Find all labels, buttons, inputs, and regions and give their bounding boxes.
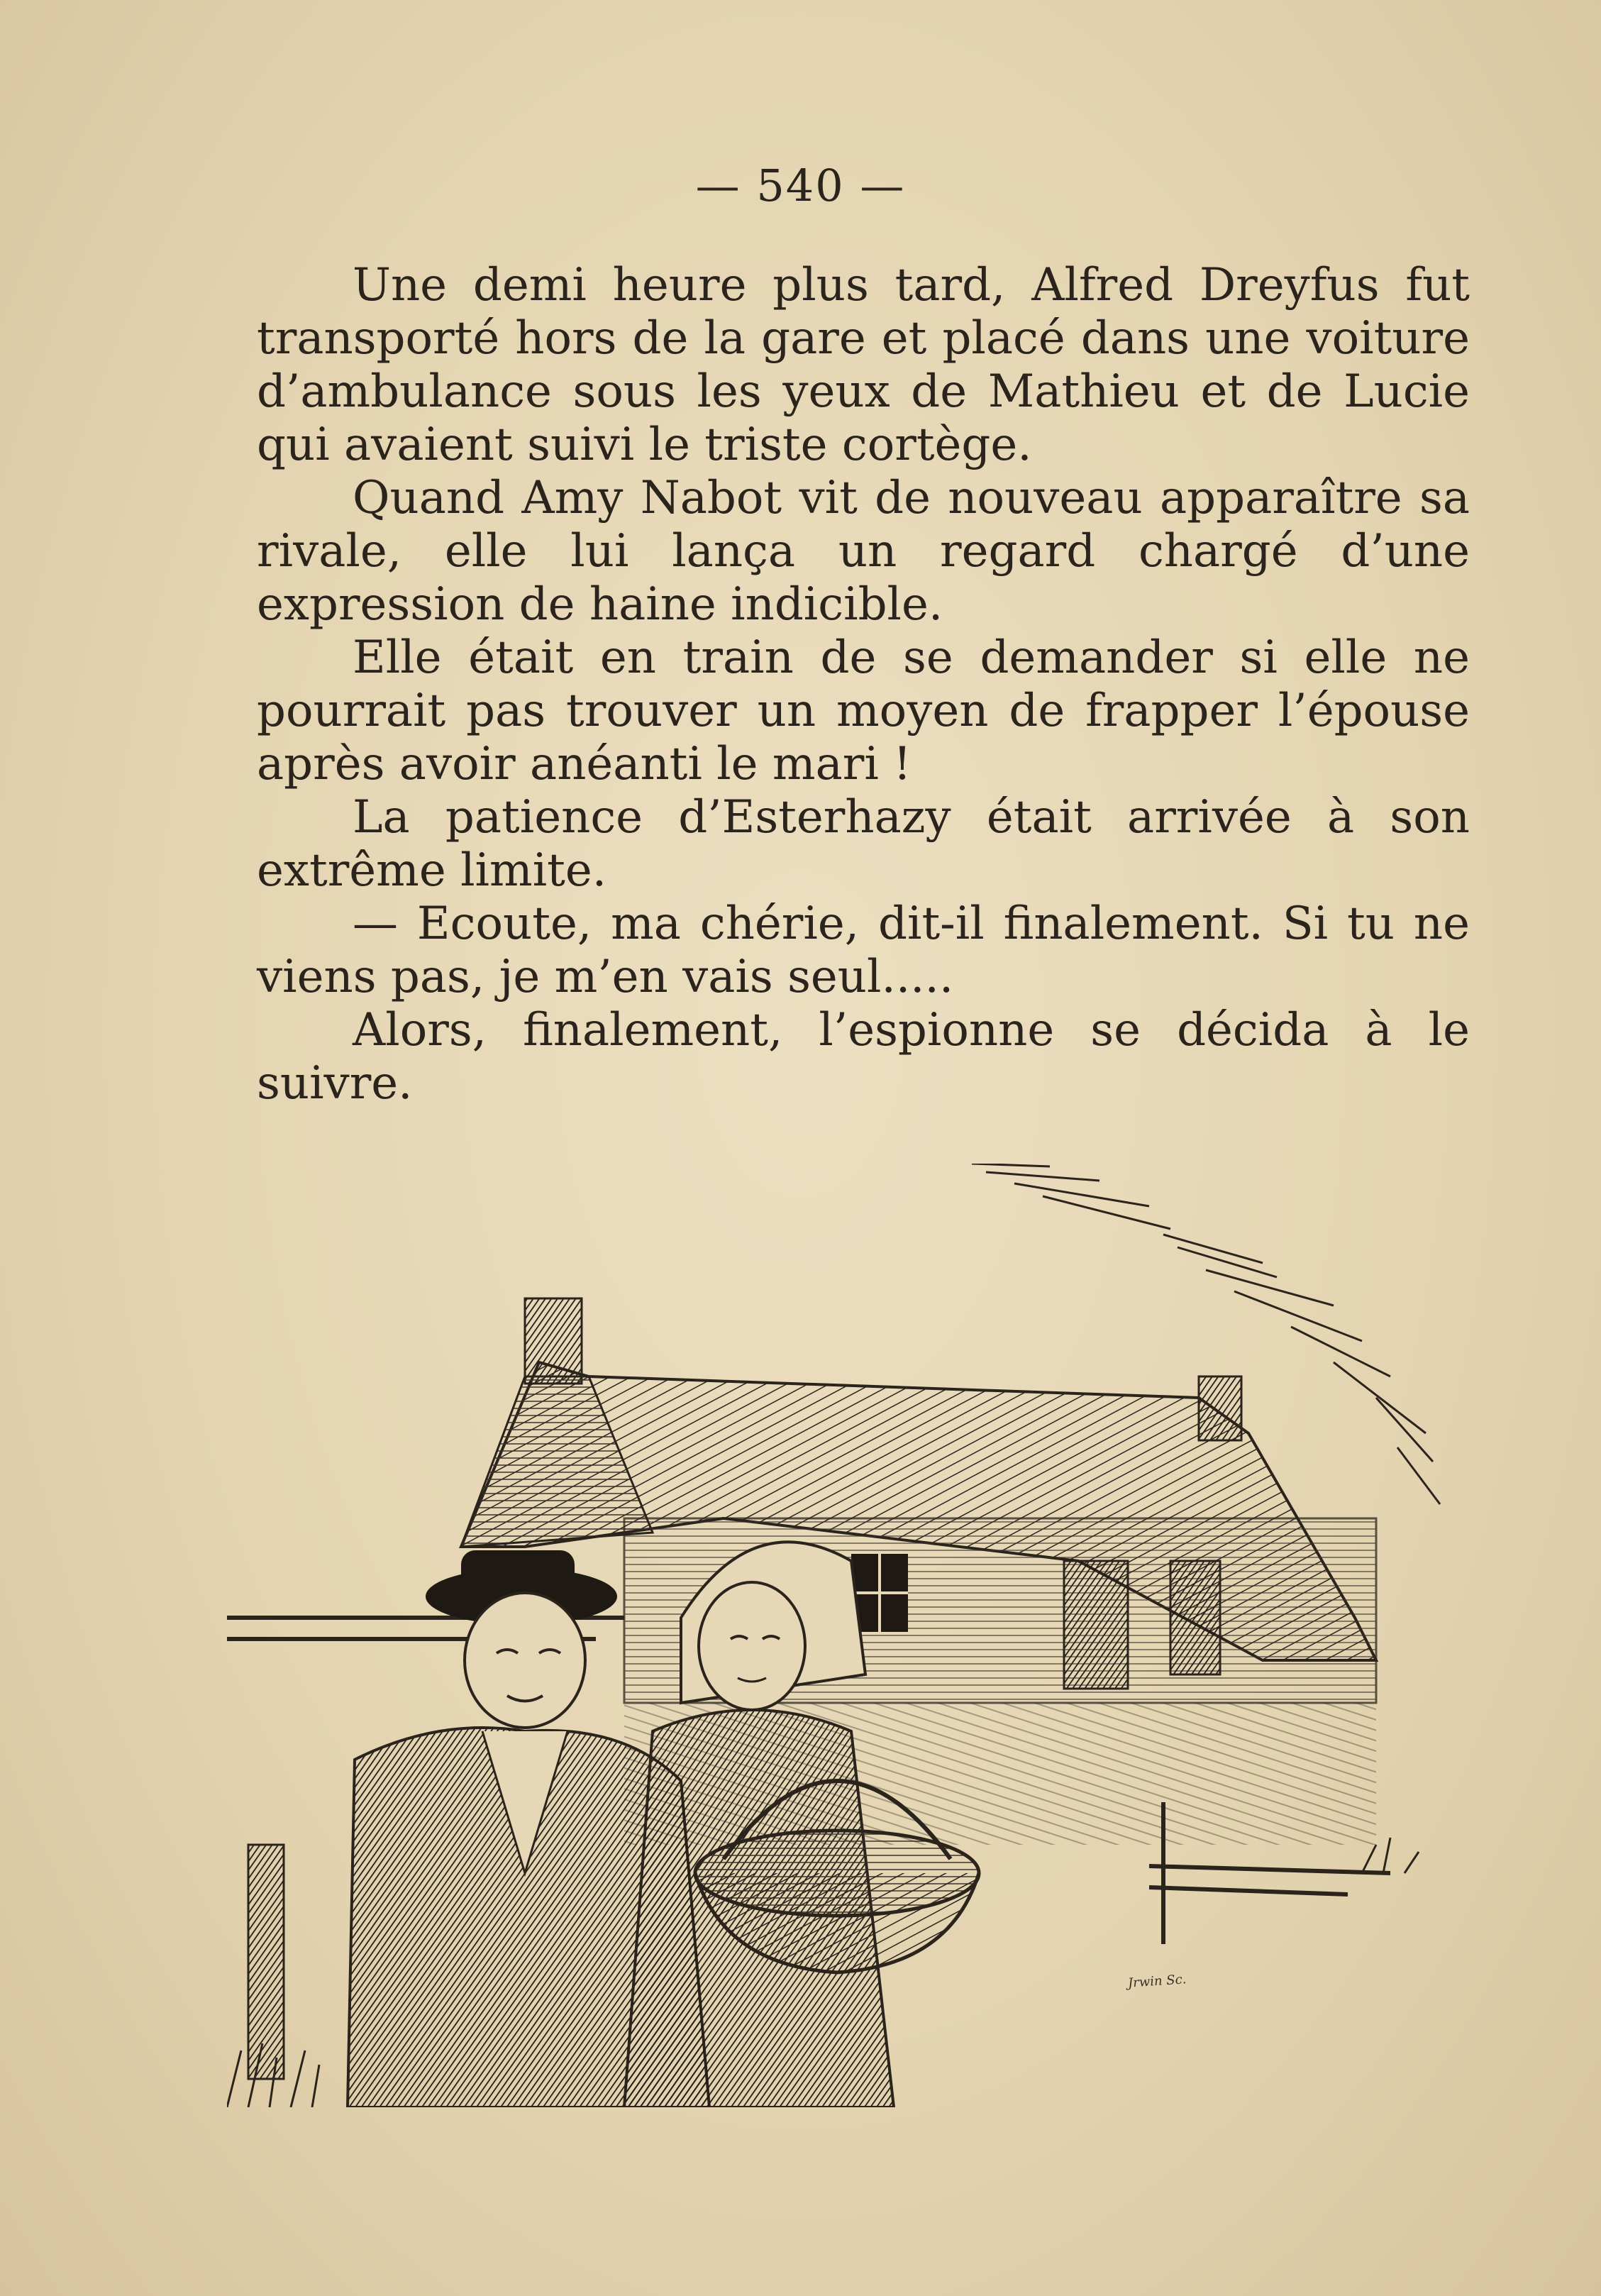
cottage-door	[1170, 1561, 1220, 1674]
page-number: — 540 —	[695, 160, 906, 211]
paragraph: Elle était en train de se demander si elle ne pourrait pas trouver un moyen de frapper l’épouse après avoir anéanti le mari !	[257, 631, 1470, 790]
engraving-illustration	[227, 1164, 1475, 2107]
fence-post	[248, 1845, 284, 2079]
paragraph: Alors, finalement, l’espionne se décida à le suivre.	[257, 1004, 1470, 1110]
paragraph: — Ecoute, ma chérie, dit-il finalement. Si tu ne viens pas, je m’en vais seul.....	[257, 898, 1470, 1003]
cottage-door	[1064, 1561, 1128, 1689]
body-text	[257, 259, 1470, 1110]
artist-signature: Jrwin Sc.	[1127, 1972, 1187, 1991]
paragraph: La patience d’Esterhazy était arrivée à son extrême limite.	[257, 791, 1470, 897]
paragraph: Quand Amy Nabot vit de nouveau apparaître sa rivale, elle lui lança un regard chargé d’une expression de haine indicible.	[257, 472, 1470, 631]
paragraph: Une demi heure plus tard, Alfred Dreyfus fut transporté hors de la gare et placé dans une voiture d’ambulance sous les yeux de Mathieu et de Lucie qui avaient suivi le triste cortège.	[257, 259, 1470, 471]
